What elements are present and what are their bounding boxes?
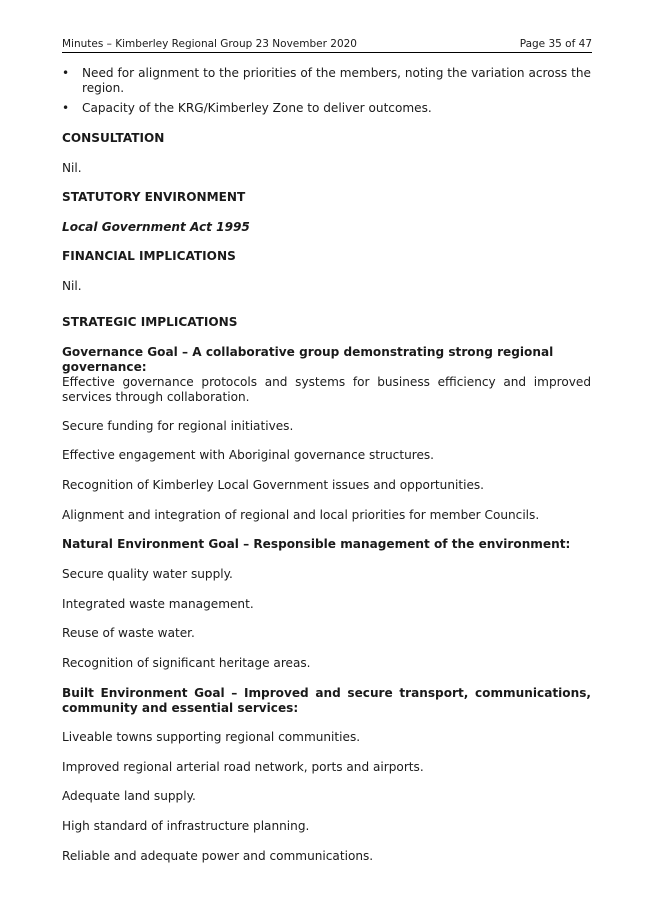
page-header xyxy=(62,38,592,53)
natural-item: Reuse of waste water. xyxy=(62,626,195,640)
built-item: Reliable and adequate power and communications. xyxy=(62,849,374,863)
statutory-act: Local Government Act 1995 xyxy=(62,220,250,234)
bullet-item xyxy=(62,101,591,116)
header-title: Minutes – Kimberley Regional Group 23 November 2020 xyxy=(62,38,357,50)
financial-text: Nil. xyxy=(62,279,82,293)
governance-item: Effective governance protocols and systems for business efficiency and improved services through collaboration. xyxy=(62,375,591,404)
bullet-icon: • xyxy=(62,66,70,80)
natural-item: Integrated waste management. xyxy=(62,597,254,611)
bullet-item xyxy=(62,66,591,96)
natural-goal-heading: Natural Environment Goal – Responsible management of the environment: xyxy=(62,537,571,551)
governance-item: Effective engagement with Aboriginal governance structures. xyxy=(62,448,435,462)
built-item: High standard of infrastructure planning. xyxy=(62,819,310,833)
natural-item: Recognition of significant heritage areas. xyxy=(62,656,311,670)
governance-item: Recognition of Kimberley Local Government issues and opportunities. xyxy=(62,478,485,492)
statutory-heading: STATUTORY ENVIRONMENT xyxy=(62,190,246,204)
financial-heading: FINANCIAL IMPLICATIONS xyxy=(62,249,236,263)
built-item: Liveable towns supporting regional communities. xyxy=(62,730,361,744)
built-goal-heading: Built Environment Goal – Improved and secure transport, communications, community and essential services: xyxy=(62,686,591,715)
natural-item: Secure quality water supply. xyxy=(62,567,233,581)
bullet-icon: • xyxy=(62,101,70,115)
governance-item: Secure funding for regional initiatives. xyxy=(62,419,294,433)
governance-goal-heading: Governance Goal – A collaborative group demonstrating strong regional governance: xyxy=(62,345,554,374)
consultation-text: Nil. xyxy=(62,161,82,175)
built-item: Adequate land supply. xyxy=(62,789,196,803)
page-number: Page 35 of 47 xyxy=(519,38,592,50)
bullet-text: Need for alignment to the priorities of the members, noting the variation across the region. xyxy=(82,66,591,95)
bullet-text: Capacity of the KRG/Kimberley Zone to deliver outcomes. xyxy=(82,101,432,115)
consultation-heading: CONSULTATION xyxy=(62,131,165,145)
strategic-heading: STRATEGIC IMPLICATIONS xyxy=(62,315,238,329)
built-item: Improved regional arterial road network, ports and airports. xyxy=(62,760,424,774)
governance-item: Alignment and integration of regional and local priorities for member Councils. xyxy=(62,508,540,522)
